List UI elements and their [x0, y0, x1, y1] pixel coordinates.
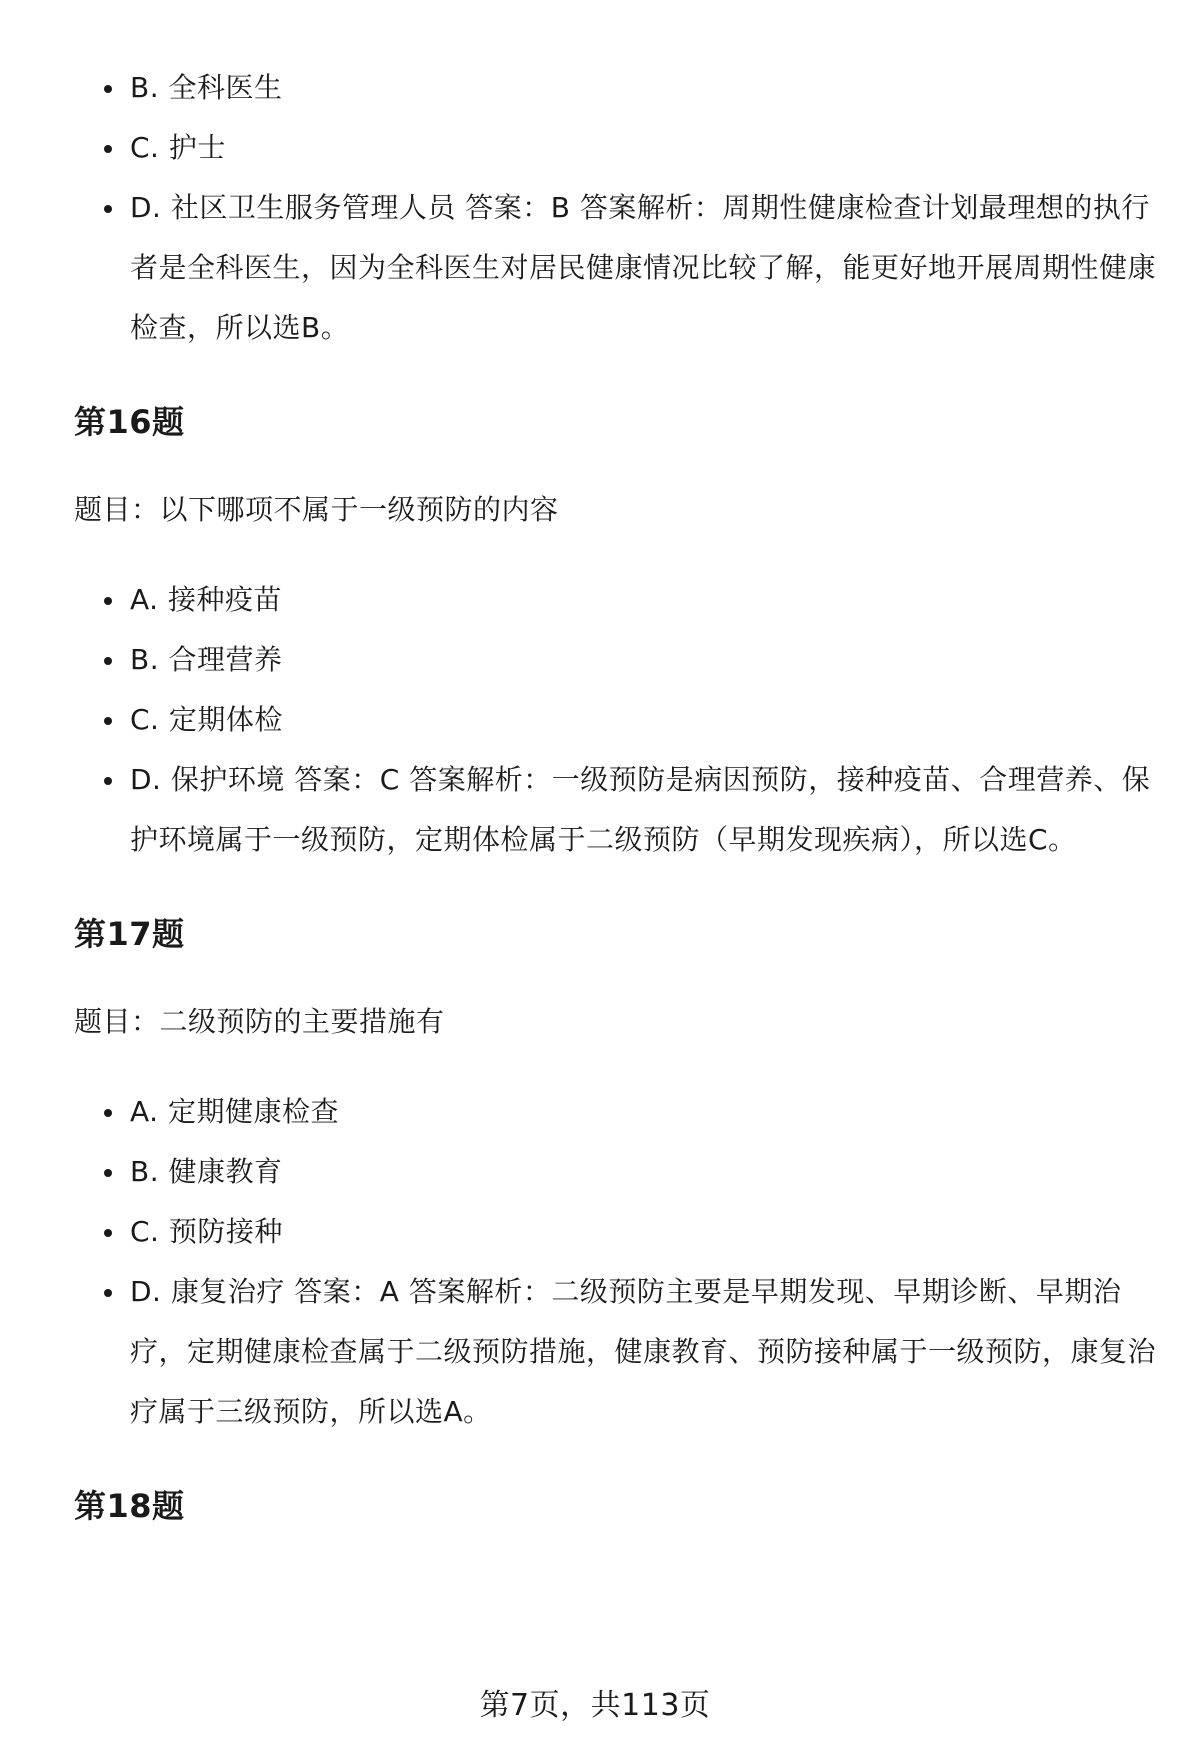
spacer	[74, 1052, 1174, 1082]
q17-option-d-with-answer	[74, 1262, 1174, 1442]
q16-option-list	[74, 570, 1174, 870]
q17-option-c	[74, 1202, 1174, 1262]
option-text: C. 预防接种	[130, 1215, 283, 1248]
q15-option-c	[74, 118, 1174, 178]
bullet-icon	[104, 1289, 112, 1297]
q16-option-b	[74, 630, 1174, 690]
bullet-icon	[104, 205, 112, 213]
spacer	[74, 1442, 1174, 1476]
bullet-icon	[104, 1229, 112, 1237]
option-text: B. 健康教育	[130, 1155, 283, 1188]
bullet-icon	[104, 1169, 112, 1177]
spacer	[74, 540, 1174, 570]
bullet-icon	[104, 85, 112, 93]
option-text: B. 全科医生	[130, 71, 283, 104]
q17-stem: 题目：二级预防的主要措施有	[74, 1005, 445, 1038]
q17-title: 第17题	[74, 915, 185, 953]
q15-option-b	[74, 58, 1174, 118]
page-content	[74, 58, 1174, 1536]
option-text: A. 接种疫苗	[130, 583, 282, 616]
option-text: D. 康复治疗 答案：A 答案解析：二级预防主要是早期发现、早期诊断、早期治疗，定期健康检查属于二级预防措施，健康教育、预防接种属于一级预防，康复治疗属于三级预防，所以选A。	[130, 1275, 1157, 1428]
option-text: D. 社区卫生服务管理人员 答案：B 答案解析：周期性健康检查计划最理想的执行者是全科医生，因为全科医生对居民健康情况比较了解，能更好地开展周期性健康检查，所以选B。	[130, 191, 1157, 344]
bullet-icon	[104, 1109, 112, 1117]
option-text: A. 定期健康检查	[130, 1095, 339, 1128]
bullet-icon	[104, 657, 112, 665]
q17-option-b	[74, 1142, 1174, 1202]
q16-title: 第16题	[74, 403, 185, 441]
bullet-icon	[104, 717, 112, 725]
q16-stem: 题目：以下哪项不属于一级预防的内容	[74, 493, 559, 526]
q15-option-list	[74, 58, 1174, 358]
q16-option-d-with-answer	[74, 750, 1174, 870]
option-text: B. 合理营养	[130, 643, 283, 676]
bullet-icon	[104, 145, 112, 153]
q16-option-a	[74, 570, 1174, 630]
option-text: C. 定期体检	[130, 703, 283, 736]
option-text: C. 护士	[130, 131, 226, 164]
q17-option-list	[74, 1082, 1174, 1442]
option-text: D. 保护环境 答案：C 答案解析：一级预防是病因预防，接种疫苗、合理营养、保护环境属于一级预防，定期体检属于二级预防（早期发现疾病），所以选C。	[130, 763, 1151, 856]
q17-option-a	[74, 1082, 1174, 1142]
q15-option-d-with-answer	[74, 178, 1174, 358]
page-number-footer: 第7页，共113页	[479, 1688, 711, 1723]
spacer	[74, 964, 1174, 992]
q16-option-c	[74, 690, 1174, 750]
q18-title: 第18题	[74, 1487, 185, 1525]
bullet-icon	[104, 777, 112, 785]
spacer	[74, 870, 1174, 904]
bullet-icon	[104, 597, 112, 605]
spacer	[74, 358, 1174, 392]
spacer	[74, 452, 1174, 480]
